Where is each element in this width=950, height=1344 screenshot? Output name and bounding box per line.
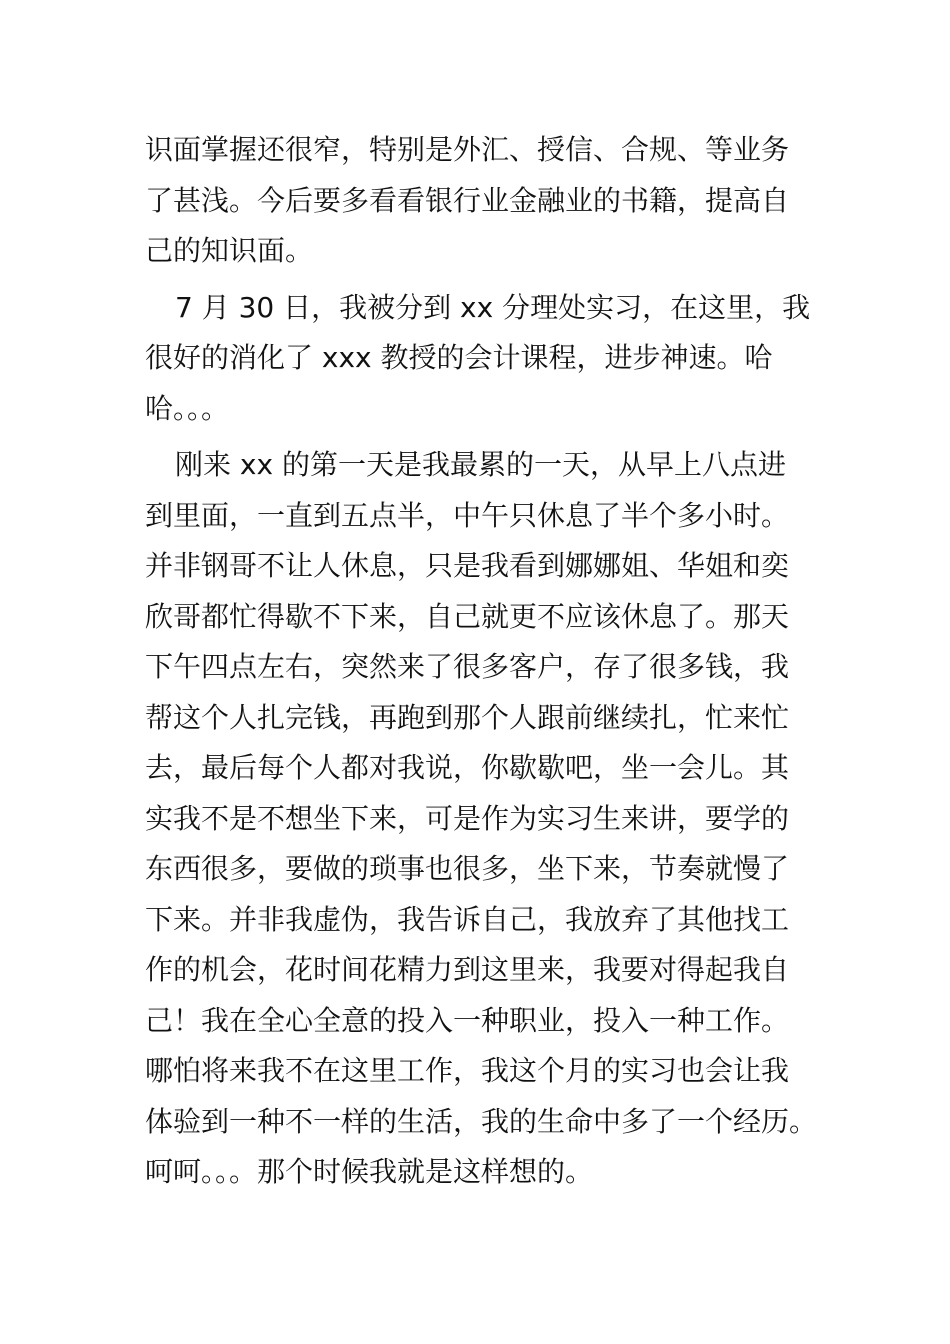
text-line: 己的知识面。 [145, 234, 314, 267]
text-line: 帮这个人扎完钱，再跑到那个人跟前继续扎，忙来忙 [145, 700, 790, 734]
text-line: 下来。并非我虚伪，我告诉自己，我放弃了其他找工 [145, 902, 790, 936]
paragraph-1 [145, 125, 825, 277]
text-line: 呵呵。。。那个时候我就是这样想的。 [145, 1155, 594, 1188]
text-line: 哈。。。 [145, 391, 230, 425]
text-line: 作的机会，花时间花精力到这里来，我要对得起我自 [145, 953, 790, 986]
text-line: 了甚浅。今后要多看看银行业金融业的书籍，提高自 [145, 183, 790, 217]
text-line: 7 月 30 日，我被分到 xx 分理处实习，在这里，我 [175, 290, 811, 324]
text-line: 识面掌握还很窄，特别是外汇、授信、合规、等业务 [145, 133, 790, 166]
text-line: 东西很多，要做的琐事也很多，坐下来，节奏就慢了 [145, 852, 790, 885]
text-line: 并非钢哥不让人休息，只是我看到娜娜姐、华姐和奕 [145, 549, 790, 582]
document-body [145, 125, 825, 1198]
paragraph-2 [145, 283, 825, 435]
text-line: 体验到一种不一样的生活，我的生命中多了一个经历。 [145, 1104, 818, 1138]
text-line: 很好的消化了 xxx 教授的会计课程，进步神速。哈 [145, 341, 773, 374]
text-line: 刚来 xx 的第一天是我最累的一天，从早上八点进 [175, 448, 786, 481]
text-line: 去，最后每个人都对我说，你歇歇吧，坐一会儿。其 [145, 751, 790, 784]
paragraph-3 [145, 440, 825, 1198]
text-line: 哪怕将来我不在这里工作，我这个月的实习也会让我 [145, 1054, 790, 1087]
text-line: 下午四点左右，突然来了很多客户，存了很多钱，我 [145, 650, 790, 683]
text-line: 欣哥都忙得歇不下来，自己就更不应该休息了。那天 [145, 599, 790, 633]
text-line: 到里面，一直到五点半，中午只休息了半个多小时。 [145, 498, 790, 532]
text-line: 实我不是不想坐下来，可是作为实习生来讲，要学的 [145, 801, 790, 835]
text-line: 己！我在全心全意的投入一种职业，投入一种工作。 [145, 1003, 790, 1037]
